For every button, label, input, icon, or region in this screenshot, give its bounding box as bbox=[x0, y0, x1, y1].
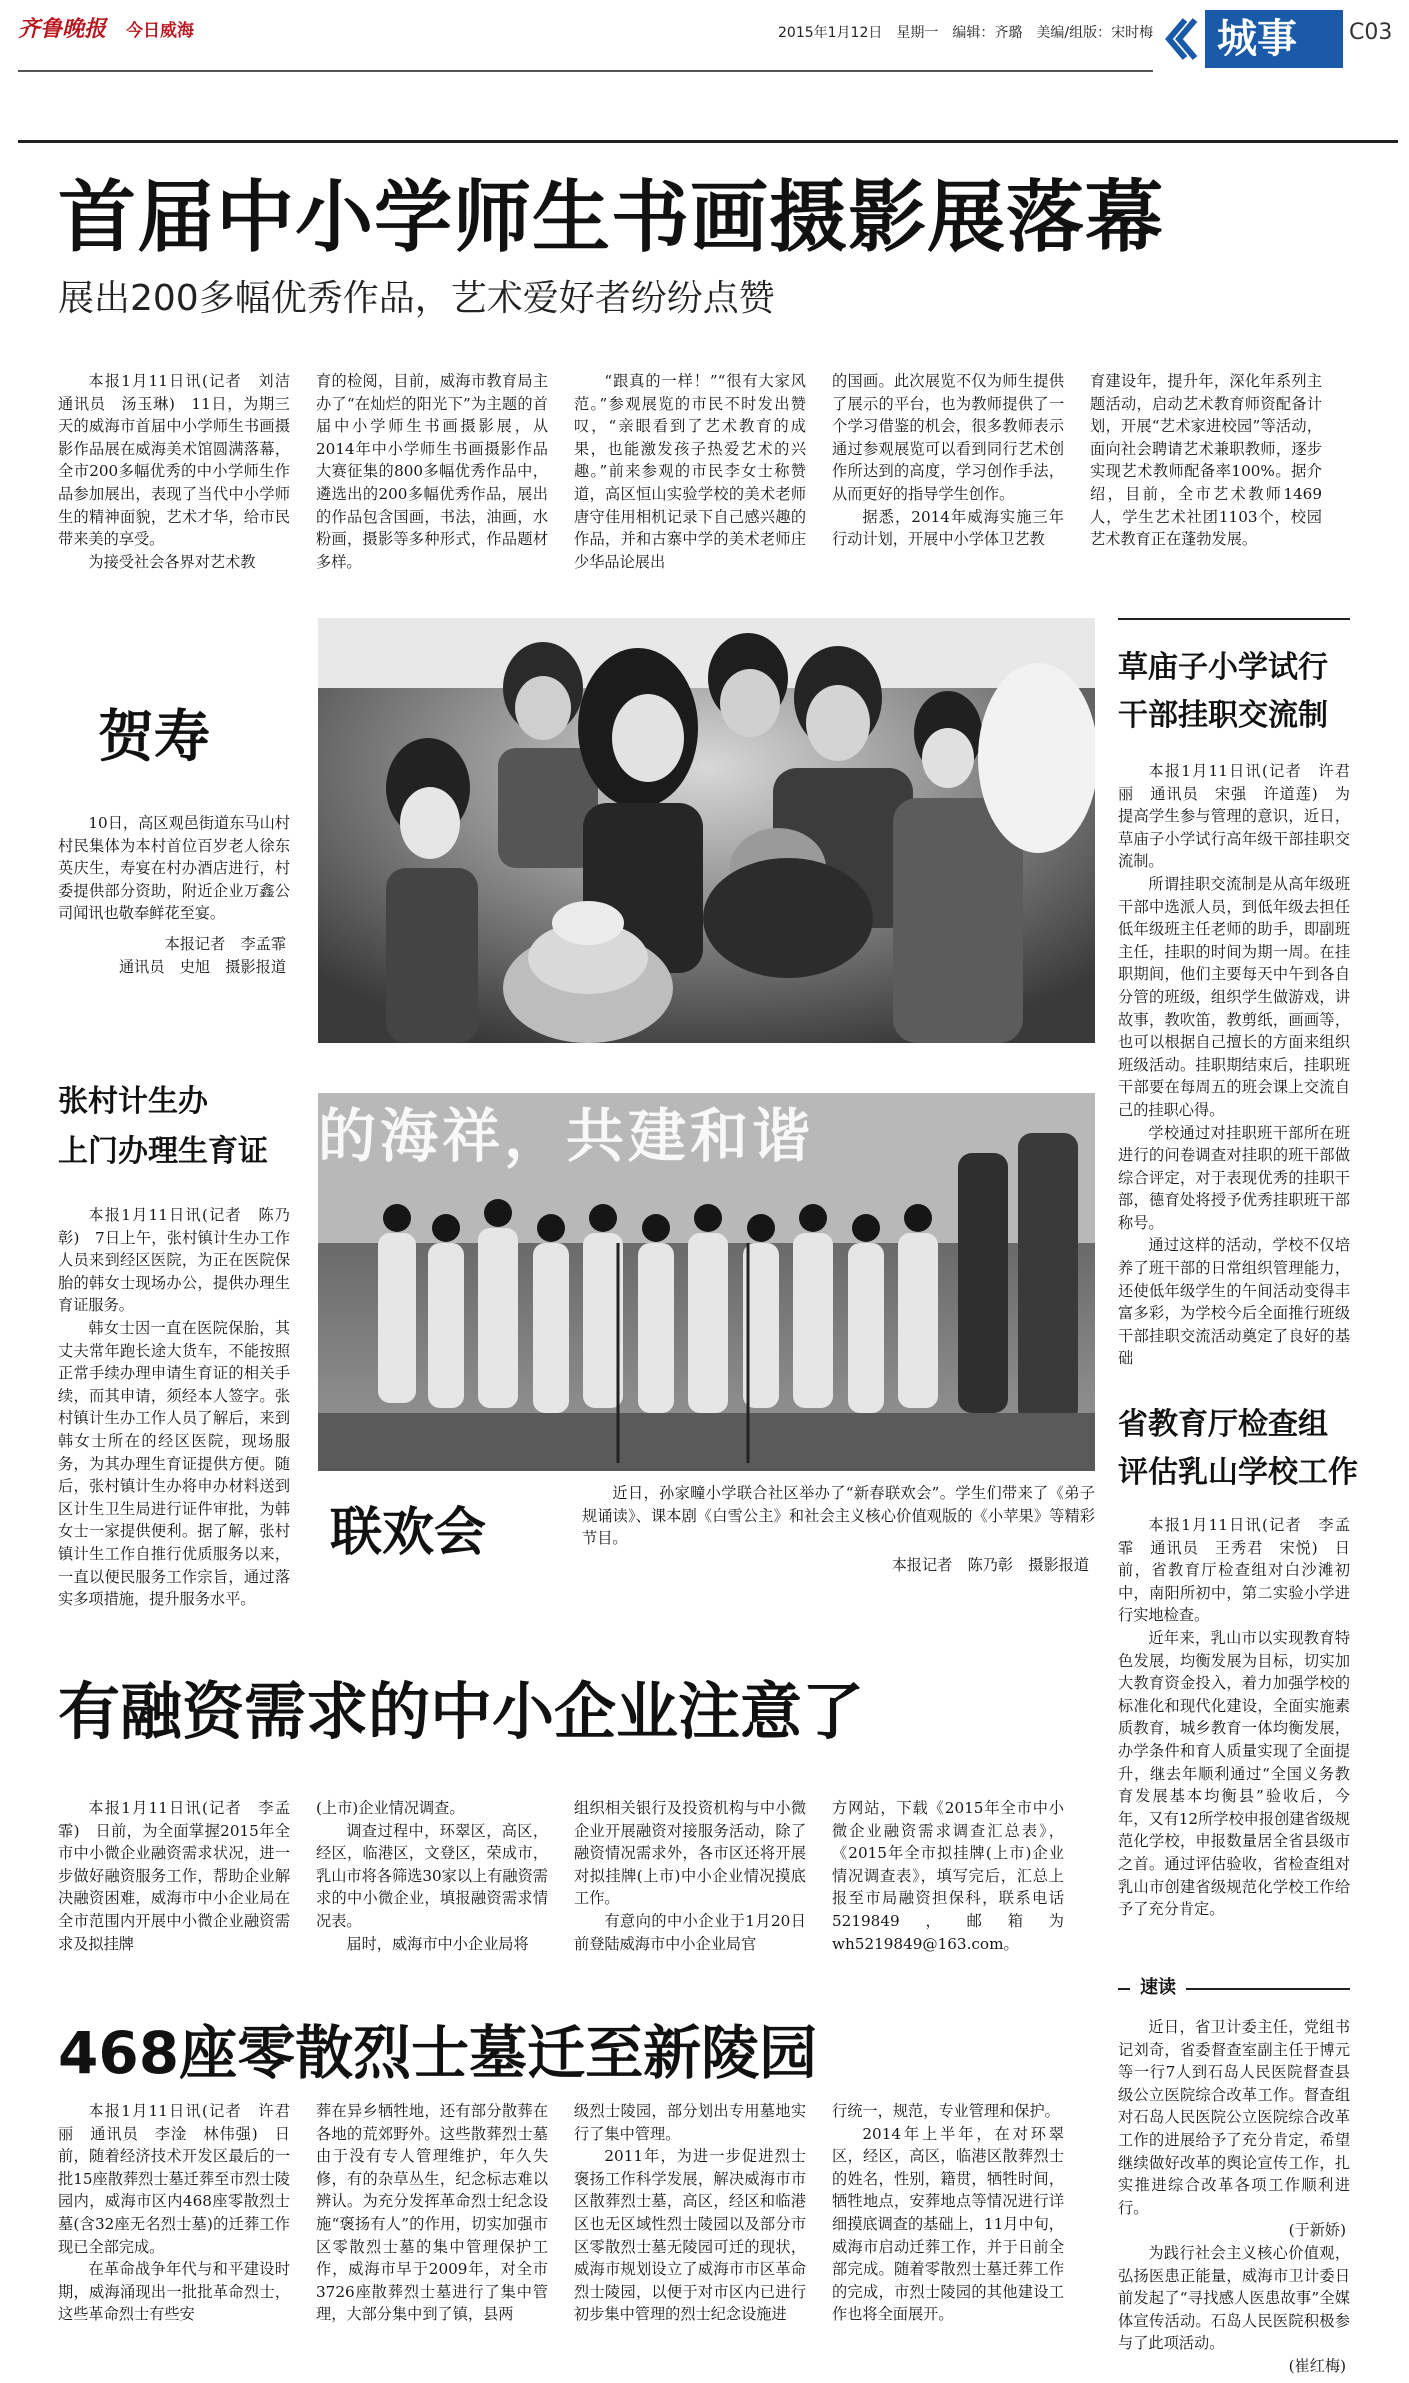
brief-paragraph: 近日，省卫计委主任，党组书记刘奇，省委督查室副主任于博元等一行7人到石岛人民医院督查县级公立医院综合改革工作。督查组对石岛人民医院公立医院综合改革工作的进展给予了充分肯定，希望继续做好改革的舆论宣传工作，扎实推进综合改革各项工作顺利进行。 bbox=[1118, 2018, 1350, 2217]
birthday-photo bbox=[318, 618, 1095, 1043]
sme-paragraph: 届时，威海市中小企业局将 bbox=[346, 1934, 529, 1953]
right2-paragraph: 本报1月11日讯(记者 李孟霏 通讯员 王秀君 宋悦) 日前，省教育厅检查组对白沙滩初中，南阳所初中，第二实验小学进行实地检查。 bbox=[1118, 1516, 1350, 1625]
masthead-rule bbox=[18, 70, 1153, 72]
lead-col-1 bbox=[58, 370, 306, 573]
sme-col-4 bbox=[832, 1797, 1064, 1955]
right-col-top-rule bbox=[1118, 618, 1350, 620]
gala-photo bbox=[318, 1093, 1095, 1471]
tomb-paragraph: 在革命战争年代与和平建设时期，威海涌现出一批批革命烈士，这些革命烈士有些安 bbox=[58, 2260, 290, 2324]
zhangcun-headline-1: 张村计生办 bbox=[58, 1084, 208, 1119]
lead-subhead: 展出200多幅优秀作品，艺术爱好者纷纷点赞 bbox=[58, 278, 775, 319]
tomb-col-1 bbox=[58, 2100, 290, 2326]
tomb-paragraph: 本报1月11日讯(记者 许君丽 通讯员 李淦 林伟强) 日前，随着经济技术开发区最后的一批15座散葬烈士墓迁葬至市烈士陵园内，威海市区内468座零散烈士墓(含32座无名烈士墓)的迁葬工作现已全部完成。 bbox=[58, 2102, 290, 2256]
right1-headline-1: 草庙子小学试行 bbox=[1118, 650, 1328, 685]
zhangcun-headline-2: 上门办理生育证 bbox=[58, 1134, 268, 1169]
lead-paragraph: 育建设年，提升年，深化年系列主题活动，启动艺术教育师资配备计划，开展“艺术家进校园”等活动，面向社会聘请艺术兼职教师，逐步实现艺术教师配备率100%。据介绍，目前，全市艺术教师1469人，学生艺术社团1103个，校园艺术教育正在蓬勃发展。 bbox=[1090, 372, 1322, 549]
sme-col-2 bbox=[316, 1797, 548, 1955]
sme-col-3 bbox=[574, 1797, 806, 1955]
tomb-col-4 bbox=[832, 2100, 1064, 2326]
brief-paragraph: 为践行社会主义核心价值观，弘扬医患正能量，威海市卫计委日前发起了“寻找感人医患故事”全媒体宣传活动。石岛人民医院积极参与了此项活动。 bbox=[1118, 2243, 1350, 2353]
zhangcun-paragraph: 本报1月11日讯(记者 陈乃彰) 7日上午，张村镇计生办工作人员来到经区医院，为正在医院保胎的韩女士现场办公，提供办理生育证服务。 bbox=[58, 1206, 290, 1315]
right1-paragraph: 本报1月11日讯(记者 许君丽 通讯员 宋强 许道莲) 为提高学生参与管理的意识，近日，草庙子小学试行高年级干部挂职交流制。 bbox=[1118, 762, 1350, 871]
lead-paragraph: 本报1月11日讯(记者 刘洁 通讯员 汤玉琳) 11日，为期三天的威海市首届中小学师生书画摄影作品展在威海美术馆圆满落幕，全市200多幅优秀的中小学师生作品参加展出，表现了当代中小学师生的精神面貌，艺术才华，给市民带来美的享受。 bbox=[58, 372, 306, 549]
lead-paragraph: 育的检阅，目前，威海市教育局主办了“在灿烂的阳光下”为主题的首届中小学师生书画摄影展，从2014年中小学师生书画摄影作品大赛征集的800多幅优秀作品中，遴选出的200多幅优秀作品，展出的作品包含国画，书法，油画，水粉画，摄影等多种形式，作品题材多样。 bbox=[316, 372, 548, 571]
tomb-paragraph: 级烈士陵园，部分划出专用墓地实行了集中管理。 bbox=[574, 2102, 806, 2143]
sme-paragraph: 调查过程中，环翠区，高区，经区，临港区，文登区，荣成市，乳山市将各筛选30家以上有融资需求的中小微企业，填报融资需求情况表。 bbox=[316, 1821, 548, 1930]
brief-body bbox=[1118, 2016, 1350, 2378]
zhangcun-paragraph: 韩女士因一直在医院保胎，其丈夫常年跑长途大货车，不能按照正常手续办理申请生育证的相关手续，而其申请，须经本人签字。张村镇计生办工作人员了解后，来到韩女士所在的经区医院，现场服务，为其办理生育证提供方便。随后，张村镇计生办将申办材料送到区计生卫生局进行证件审批，为韩女士一家提供便利。据了解，张村镇计生工作自推行优质服务以来，一直以便民服务工作宗旨，通过落实多项措施，提升服务水平。 bbox=[58, 1318, 290, 1609]
sme-paragraph: (上市)企业情况调查。 bbox=[316, 1799, 465, 1817]
right1-paragraph: 学校通过对挂职班干部所在班进行的问卷调查对挂职的班干部做综合评定，对于表现优秀的挂职干部，德育处将授予优秀挂职班干部称号。 bbox=[1118, 1123, 1350, 1232]
lead-col-4 bbox=[832, 370, 1064, 551]
sme-headline: 有融资需求的中小企业注意了 bbox=[58, 1675, 865, 1748]
right1-paragraph: 所谓挂职交流制是从高年级班干部中选派人员，到低年级去担任低年级班主任老师的助手，即副班主任，挂职的时间为期一周。在挂职期间，他们主要每天中午到各自分管的班级，组织学生做游戏，讲故事，教吹笛，教剪纸，画画等，也可以根据自己擅长的方面来组织班级活动。挂职期结束后，挂职班干部要在每周五的班会课上交流自己的挂职心得。 bbox=[1118, 874, 1350, 1119]
right1-body bbox=[1118, 760, 1350, 1370]
birthday-title: 贺寿 bbox=[98, 704, 210, 770]
tomb-paragraph: 2014年上半年，在对环翠区，经区，高区，临港区散葬烈士的姓名，性别，籍贯，牺牲时间，牺牲地点，安葬地点等情况进行详细摸底调查的基础上，11月中旬，威海市启动迁葬工作，并于日前全部完成。随着零散烈士墓迁葬工作的完成，市烈士陵园的其他建设工作也将全面展开。 bbox=[832, 2124, 1064, 2324]
section-name: 城事 bbox=[1217, 16, 1297, 62]
right2-body bbox=[1118, 1514, 1350, 1921]
top-divider bbox=[18, 140, 1398, 143]
sme-paragraph: 方网站，下载《2015年全市中小微企业融资需求调查汇总表》，《2015年全市拟挂牌(上市)企业情况调查表》，填写完后，汇总上报至市局融资担保科，联系电话 5219849，邮箱为 wh5219849@163.com。 bbox=[832, 1799, 1064, 1953]
tomb-col-3 bbox=[574, 2100, 806, 2326]
birthday-credit-1: 本报记者 李孟霏 bbox=[164, 934, 286, 953]
sme-paragraph: 组织相关银行及投资机构与中小微企业开展融资对接服务活动，除了融资情况需求外，各市区还将开展对拟挂牌(上市)中小企业情况摸底工作。 bbox=[574, 1799, 806, 1908]
chevron-left-icon bbox=[1165, 10, 1205, 68]
gala-caption-text: 近日，孙家疃小学联合社区举办了“新春联欢会”。学生们带来了《弟子规诵读》、课本剧《白雪公主》和社会主义核心价值观版的《小苹果》等精彩节目。 bbox=[582, 1484, 1095, 1548]
zhangcun-body bbox=[58, 1204, 290, 1611]
lead-paragraph: “跟真的一样！”“很有大家风范。”参观展览的市民不时发出赞叹，“亲眼看到了艺术教育的成果，也能激发孩子热爱艺术的兴趣。”前来参观的市民李女士称赞道，高区恒山实验学校的美术老师唐守佳用相机记录下自己感兴趣的作品，并和古寨中学的美术老师庄少华品论展出 bbox=[574, 372, 806, 571]
sme-paragraph: 有意向的中小企业于1月20日前登陆威海市中小企业局官 bbox=[574, 1911, 806, 1953]
page-number: C03 bbox=[1349, 20, 1393, 45]
right2-headline-1: 省教育厅检查组 bbox=[1118, 1407, 1328, 1442]
birthday-credit-2: 通讯员 史旭 摄影报道 bbox=[118, 957, 286, 976]
gala-title: 联欢会 bbox=[330, 1502, 487, 1563]
gala-credit: 本报记者 陈乃彰 摄影报道 bbox=[891, 1555, 1089, 1574]
paper-logo: 齐鲁晚报 bbox=[18, 16, 107, 42]
lead-headline: 首届中小学师生书画摄影展落幕 bbox=[58, 173, 1165, 263]
lead-col-5 bbox=[1090, 370, 1322, 551]
lead-col-3 bbox=[574, 370, 806, 573]
tomb-col-2 bbox=[316, 2100, 548, 2326]
lead-paragraph: 据悉，2014年威海实施三年行动计划，开展中小学体卫艺教 bbox=[832, 507, 1064, 549]
brief-credit-2: (崔红梅) bbox=[1288, 2356, 1346, 2375]
brief-box bbox=[1118, 1970, 1350, 2375]
right2-paragraph: 近年来，乳山市以实现教育特色发展，均衡发展为目标，切实加大教育资金投入，着力加强学校的标准化和现代化建设，全面实施素质教育，城乡教育一体均衡发展，办学条件和育人质量实现了全面提升，继去年顺利通过“全国义务教育发展基本均衡县”验收后，今年，又有12所学校申报创建省级规范化学校，申报数量居全省县级市之首。通过评估验收，省检查组对乳山市创建省级规范化学校工作给予了充分肯定。 bbox=[1118, 1628, 1350, 1919]
birthday-caption bbox=[58, 812, 290, 978]
right2-headline-2: 评估乳山学校工作 bbox=[1118, 1455, 1358, 1490]
section-badge bbox=[1165, 10, 1343, 68]
gala-caption bbox=[582, 1482, 1095, 1576]
right1-paragraph: 通过这样的活动，学校不仅培养了班干部的日常组织管理能力，还使低年级学生的午间活动变得丰富多彩，为学校今后全面推行班级干部挂职交流活动奠定了良好的基础 bbox=[1118, 1236, 1350, 1368]
brief-label: 速读 bbox=[1130, 1970, 1186, 2006]
date-line: 2015年1月12日 星期一 编辑：齐璐 美编/组版：宋时梅 bbox=[778, 25, 1154, 41]
brief-credit-1: (于新娇) bbox=[1288, 2221, 1346, 2240]
sme-paragraph: 本报1月11日讯(记者 李孟霏) 日前，为全面掌握2015年全市中小微企业融资需求状况，进一步做好融资服务工作，帮助企业解决融资困难，威海市中小企业局在全市范围内开展中小微企业融资需求及拟挂牌 bbox=[58, 1799, 290, 1953]
tomb-paragraph: 2011年，为进一步促进烈士褒扬工作科学发展，解决威海市市区散葬烈士墓，高区，经区和临港区也无区域性烈士陵园以及部分市区零散烈士墓无陵园可迁的现状，威海市规划设立了威海市市区革命烈士陵园，以便于对市区内已进行初步集中管理的烈士纪念设施进 bbox=[574, 2147, 806, 2324]
lead-paragraph: 为接受社会各界对艺术教 bbox=[88, 552, 256, 571]
lead-col-2 bbox=[316, 370, 548, 573]
birthday-caption-text: 10日，高区观邑街道东马山村村民集体为本村首位百岁老人徐东英庆生，寿宴在村办酒店进行，村委提供部分资助，附近企业万鑫公司闻讯也敬奉鲜花至宴。 bbox=[58, 814, 290, 923]
tomb-paragraph: 葬在异乡牺牲地，还有部分散葬在各地的荒郊野外。这些散葬烈士墓由于没有专人管理维护，年久失修，有的杂草丛生，纪念标志难以辨认。为充分发挥革命烈士纪念设施“褒扬有人”的作用，切实加强市区零散烈士墓的集中管理保护工作，威海市早于2009年，对全市3726座散葬烈士墓进行了集中管理，大部分集中到了镇，县两 bbox=[316, 2102, 548, 2324]
sme-col-1 bbox=[58, 1797, 290, 1955]
tomb-headline: 468座零散烈士墓迁至新陵园 bbox=[58, 2019, 818, 2087]
gala-banner-text: 的海祥，共建和谐 bbox=[318, 1102, 815, 1170]
edition-name: 今日威海 bbox=[126, 21, 194, 41]
tomb-paragraph: 行统一，规范，专业管理和保护。 bbox=[832, 2102, 1060, 2120]
lead-paragraph: 的国画。此次展览不仅为师生提供了展示的平台，也为教师提供了一个学习借鉴的机会，很多教师表示通过参观展览可以看到同行艺术创作所达到的高度，学习创作手法，从而更好的指导学生创作。 bbox=[832, 372, 1064, 503]
masthead bbox=[0, 0, 1409, 80]
right1-headline-2: 干部挂职交流制 bbox=[1118, 698, 1328, 733]
